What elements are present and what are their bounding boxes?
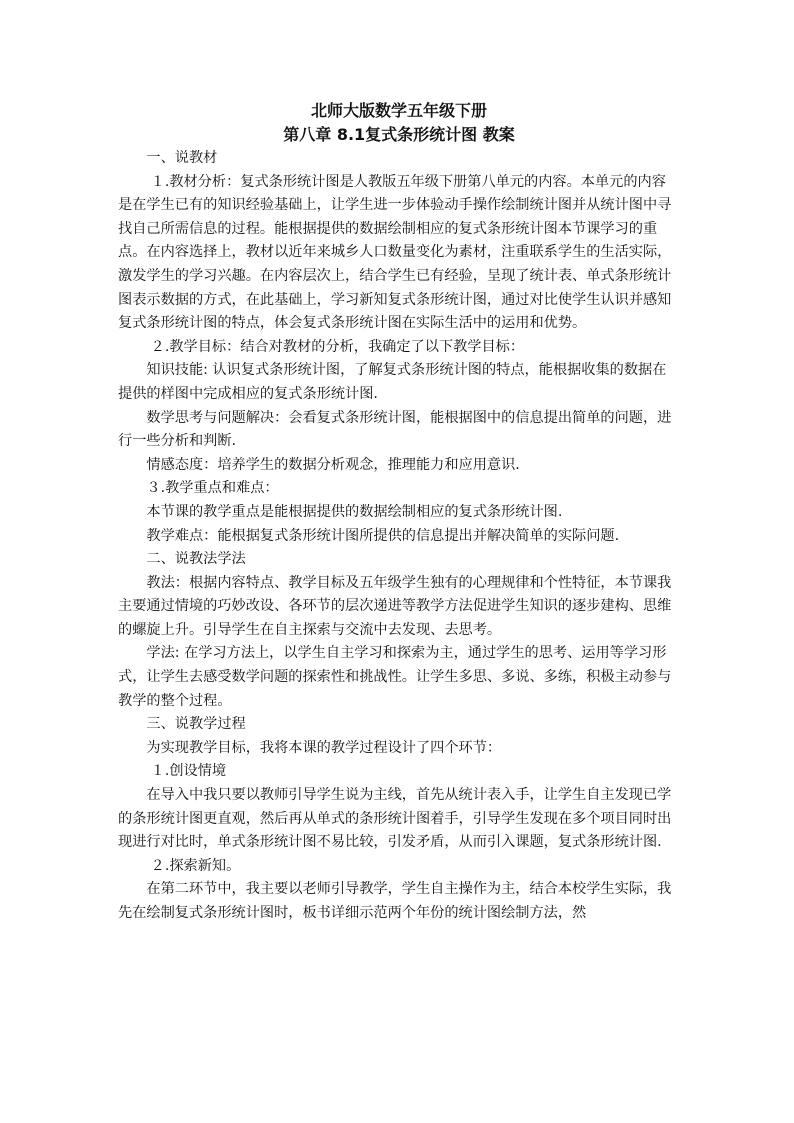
paragraph-step-2-heading: ２.探索新知。 bbox=[150, 857, 241, 874]
paragraph-textbook-analysis: １.教材分析：复式条形统计图是人教版五年级下册第八单元的内容。本单元的内容是在学生已有的知识经验基础上，让学生进一步体验动手操作绘制统计图并从统计图中寻找自己所需信息的过程。能根据提供的数据绘制相应的复式条形统计图本节课学习的重点。在内容选择上，教材以近年来城乡人口数量变化为素材，注重联系学生的生活实际，激发学生的学习兴趣。在内容层次上，结合学生已有经验，呈现了统计表、单式条形统计图表示数据的方式，在此基础上，学习新知复式条形统计图，通过对比使学生认识并感知复式条形统计图的特点，体会复式条形统计图在实际生活中的运用和优势。 bbox=[118, 173, 672, 332]
paragraph-key-point: 本节课的教学重点是能根据提供的数据绘制相应的复式条形统计图. bbox=[146, 503, 563, 520]
paragraph-teaching-method: 教法：根据内容特点、教学目标及五年级学生独有的心理规律和个性特征，本节课我主要通过情境的巧妙改设、各环节的层次递进等教学方法促进学生知识的逐步建构、思维的螺旋上升。引导学生在自主探索与交流中去发现、去思考。 bbox=[118, 574, 672, 638]
paragraph-step-1-heading: １.创设情境 bbox=[150, 763, 227, 780]
section-heading-3: 三、说教学过程 bbox=[146, 716, 246, 733]
paragraph-teaching-goals: ２.教学目标：结合对教材的分析，我确定了以下教学目标： bbox=[150, 338, 525, 355]
paragraph-attitude: 情感态度：培养学生的数据分析观念，推理能力和应用意识. bbox=[146, 456, 520, 473]
paragraph-step-2: 在第二环节中，我主要以老师引导教学，学生自主操作为主，结合本校学生实际，我先在绘制复式条形统计图时，板书详细示范两个年份的统计图绘制方法，然 bbox=[118, 881, 672, 921]
paragraph-knowledge-skills: 知识技能: 认识复式条形统计图，了解复式条形统计图的特点，能根据收集的数据在提供的样图中完成相应的复式条形统计图. bbox=[118, 362, 667, 402]
paragraph-learning-method: 学法: 在学习方法上，以学生自主学习和探索为主，通过学生的思考、运用等学习形式，让学生去感受数学问题的探索性和挑战性。让学生多思、多说、多练，积极主动参与教学的整个过程。 bbox=[118, 645, 672, 709]
paragraph-process-intro: 为实现教学目标，我将本课的教学过程设计了四个环节： bbox=[146, 739, 502, 756]
section-heading-2: 二、说教法学法 bbox=[146, 551, 246, 568]
section-heading-1: 一、说教材 bbox=[146, 150, 218, 166]
paragraph-math-thinking: 数学思考与问题解决：会看复式条形统计图，能根据图中的信息提出简单的问题，进行一些分析和判断. bbox=[118, 409, 672, 450]
paragraph-key-points-heading: ３.教学重点和难点： bbox=[146, 480, 279, 497]
document-page bbox=[118, 96, 680, 926]
paragraph-step-1: 在导入中我只要以教师引导学生说为主线，首先从统计表入手，让学生自主发现已学的条形统计图更直观，然后再从单式的条形统计图着手，引导学生发现在多个项目同时出现进行对比时，单式条形统计图不易比较，引发矛盾，从而引入课题，复式条形统计图. bbox=[118, 787, 672, 851]
paragraph-difficulty: 教学难点：能根据复式条形统计图所提供的信息提出并解决简单的实际问题. bbox=[146, 527, 620, 544]
document-subtitle: 第八章 8.1复式条形统计图 教案 bbox=[283, 125, 515, 144]
document-title: 北师大版数学五年级下册 bbox=[310, 101, 487, 120]
